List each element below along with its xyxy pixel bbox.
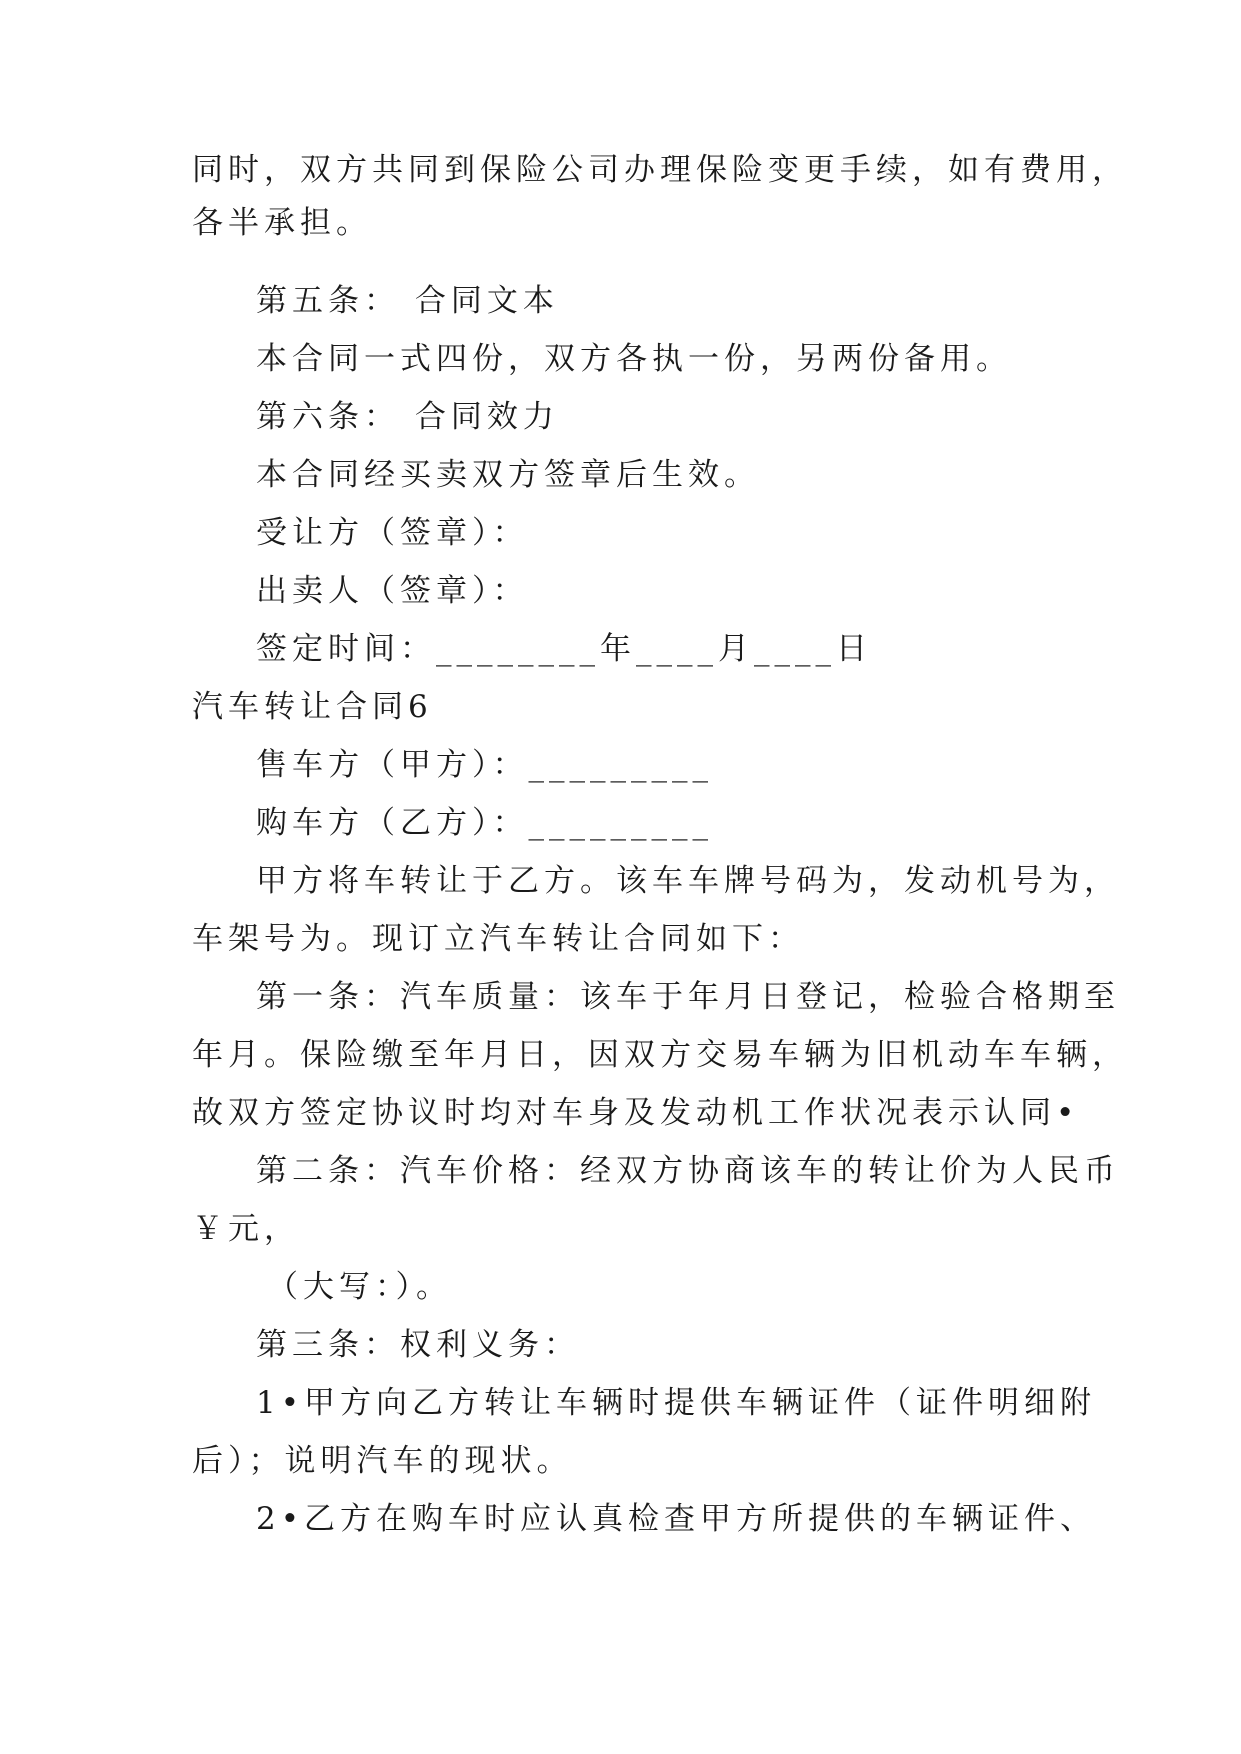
contract-title: 汽车转让合同6 — [192, 689, 433, 725]
article-three-heading: 第三条：权利义务： — [256, 1327, 580, 1363]
paragraph-line: 故双方签定协议时均对车身及发动机工作状况表示认同• — [192, 1095, 1080, 1131]
signing-date-line: 签定时间：________年____月____日 — [256, 631, 872, 667]
paragraph-line: （大写：）。 — [267, 1269, 452, 1305]
article-one-line: 第一条：汽车质量：该车于年月日登记，检验合格期至 — [256, 979, 1120, 1015]
signature-line-seller: 出卖人（签章）： — [256, 573, 529, 609]
paragraph-line: 本合同一式四份，双方各执一份，另两份备用。 — [256, 341, 1012, 377]
list-item: 1•甲方向乙方转让车辆时提供车辆证件（证件明细附 — [256, 1385, 1097, 1421]
paragraph-line: 甲方将车转让于乙方。该车车牌号码为，发动机号为， — [256, 863, 1120, 899]
paragraph-line: ￥元， — [192, 1211, 300, 1247]
paragraph-line: 本合同经买卖双方签章后生效。 — [256, 457, 760, 493]
article-two-line: 第二条：汽车价格：经双方协商该车的转让价为人民币 — [256, 1153, 1120, 1189]
signature-line-transferee: 受让方（签章）： — [256, 515, 529, 551]
buyer-party-line: 购车方（乙方）：_________ — [256, 805, 713, 841]
seller-party-line: 售车方（甲方）：_________ — [256, 747, 713, 783]
paragraph-line: 同时，双方共同到保险公司办理保险变更手续，如有费用， — [192, 152, 1128, 188]
paragraph-line: 各半承担。 — [192, 205, 372, 241]
section-heading: 第六条： 合同效力 — [256, 399, 559, 435]
paragraph-line: 车架号为。现订立汽车转让合同如下： — [192, 921, 804, 957]
paragraph-line: 后）；说明汽车的现状。 — [192, 1443, 573, 1479]
paragraph-line: 年月。保险缴至年月日，因双方交易车辆为旧机动车车辆， — [192, 1037, 1128, 1073]
list-item: 2•乙方在购车时应认真检查甲方所提供的车辆证件、 — [256, 1501, 1097, 1537]
section-heading: 第五条： 合同文本 — [256, 283, 559, 319]
